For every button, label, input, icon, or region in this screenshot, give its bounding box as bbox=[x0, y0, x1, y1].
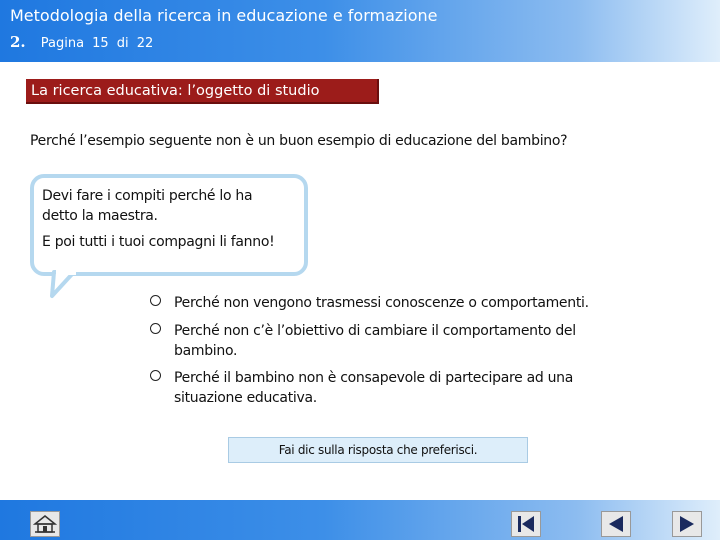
header-bar bbox=[0, 0, 720, 62]
next-page-button[interactable] bbox=[672, 511, 702, 537]
course-title: Metodologia della ricerca in educazione e formazione bbox=[10, 6, 438, 25]
speech-bubble-tail bbox=[48, 262, 108, 302]
home-button[interactable] bbox=[30, 511, 60, 537]
page-current: 15 bbox=[92, 36, 109, 51]
page-word: Pagina bbox=[40, 36, 85, 51]
radio-button-2[interactable] bbox=[150, 323, 161, 334]
previous-page-button[interactable] bbox=[601, 511, 631, 537]
section-title: La ricerca educativa: l’oggetto di studio bbox=[26, 79, 379, 104]
next-page-icon bbox=[677, 515, 697, 533]
instruction-box: Fai dic sulla risposta che preferisci. bbox=[228, 437, 528, 463]
chapter-page-indicator bbox=[10, 32, 156, 51]
page-total: 22 bbox=[136, 36, 154, 51]
option-label-2[interactable]: Perché non c’è l’obiettivo di cambiare il comportamento del bambino. bbox=[174, 323, 576, 359]
radio-button-3[interactable] bbox=[150, 370, 161, 381]
first-page-icon bbox=[516, 515, 536, 533]
radio-button-1[interactable] bbox=[150, 295, 161, 306]
chapter-number: 2. bbox=[10, 33, 26, 51]
option-label-3[interactable]: Perché il bambino non è consapevole di partecipare ad una situazione educativa. bbox=[174, 370, 574, 406]
speech-bubble bbox=[30, 174, 308, 276]
bubble-line-2: E poi tutti i tuoi compagni li fanno! bbox=[42, 234, 275, 250]
first-page-button[interactable] bbox=[511, 511, 541, 537]
bubble-line-1: Devi fare i compiti perché lo ha detto la maestra. bbox=[42, 188, 253, 224]
home-icon bbox=[33, 514, 57, 534]
option-label-1[interactable]: Perché non vengono trasmessi conoscenze o comportamenti. bbox=[174, 295, 589, 311]
previous-page-icon bbox=[606, 515, 626, 533]
question-text: Perché l’esempio seguente non è un buon esempio di educazione del bambino? bbox=[30, 133, 568, 149]
page-of: di bbox=[116, 36, 129, 51]
